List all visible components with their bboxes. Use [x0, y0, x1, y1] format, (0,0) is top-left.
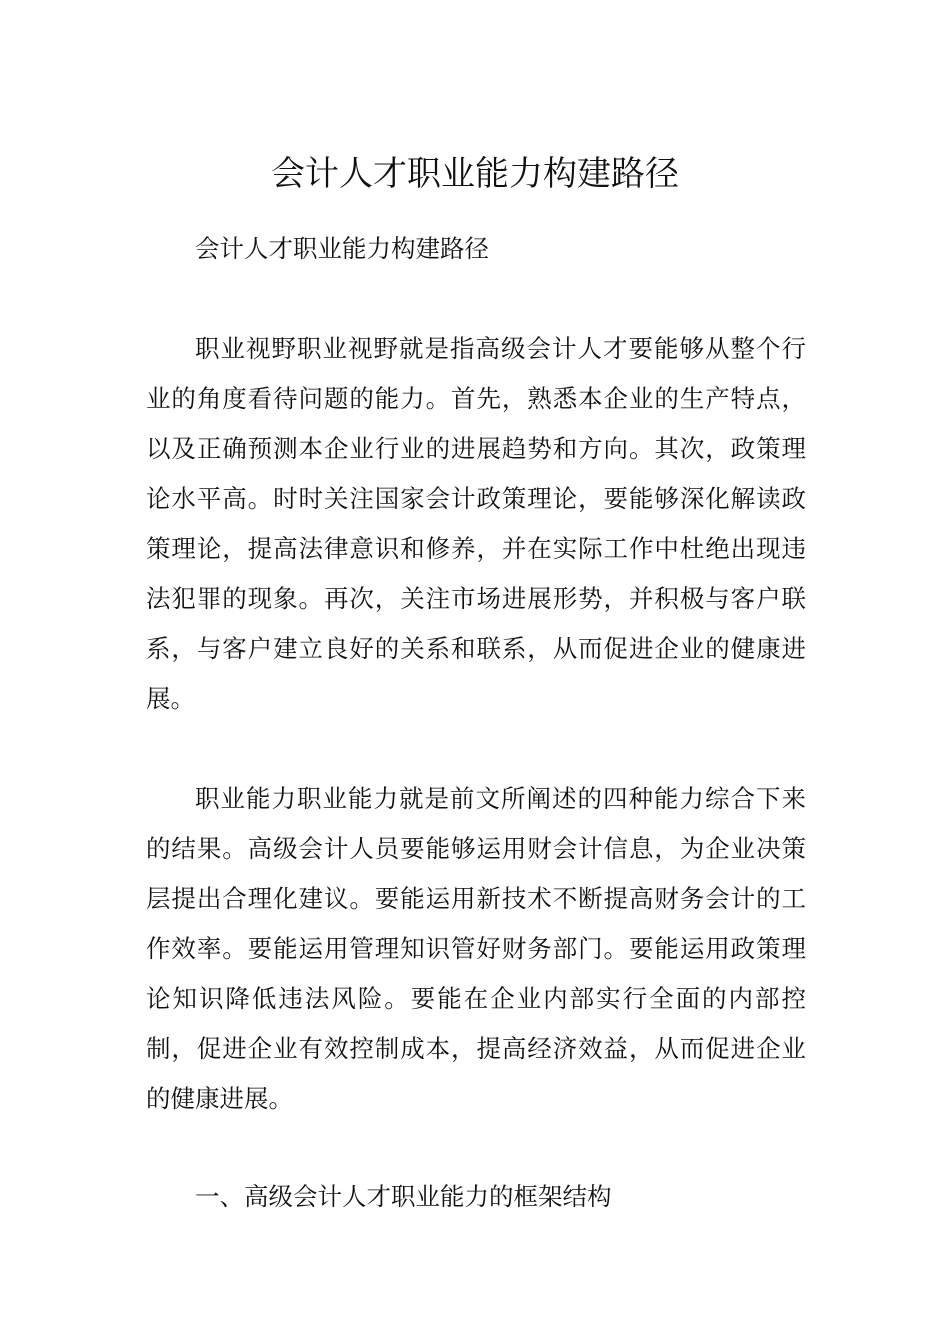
document-title: 会计人才职业能力构建路径: [271, 153, 679, 194]
paragraph-career-ability: 职业能力职业能力就是前文所阐述的四种能力综合下来的结果。高级会计人员要能够运用财会计信息，为企业决策层提出合理化建议。要能运用新技术不断提高财务会计的工作效率。要能运用管理知识管好财务部门。要能运用政策理论知识降低违法风险。要能在企业内部实行全面的内部控制，促进企业有效控制成本，提高经济效益，从而促进企业的健康进展。: [146, 784, 806, 1113]
document-subtitle: 会计人才职业能力构建路径: [195, 234, 489, 263]
paragraph-career-vision: 职业视野职业视野就是指高级会计人才要能够从整个行业的角度看待问题的能力。首先，熟悉本企业的生产特点，以及正确预测本企业行业的进展趋势和方向。其次，政策理论水平高。时时关注国家会计政策理论，要能够深化解读政策理论，提高法律意识和修养，并在实际工作中杜绝出现违法犯罪的现象。再次，关注市场进展形势，并积极与客户联系，与客户建立良好的关系和联系，从而促进企业的健康进展。: [146, 334, 806, 713]
section-heading: 一、高级会计人才职业能力的框架结构: [195, 1182, 612, 1211]
